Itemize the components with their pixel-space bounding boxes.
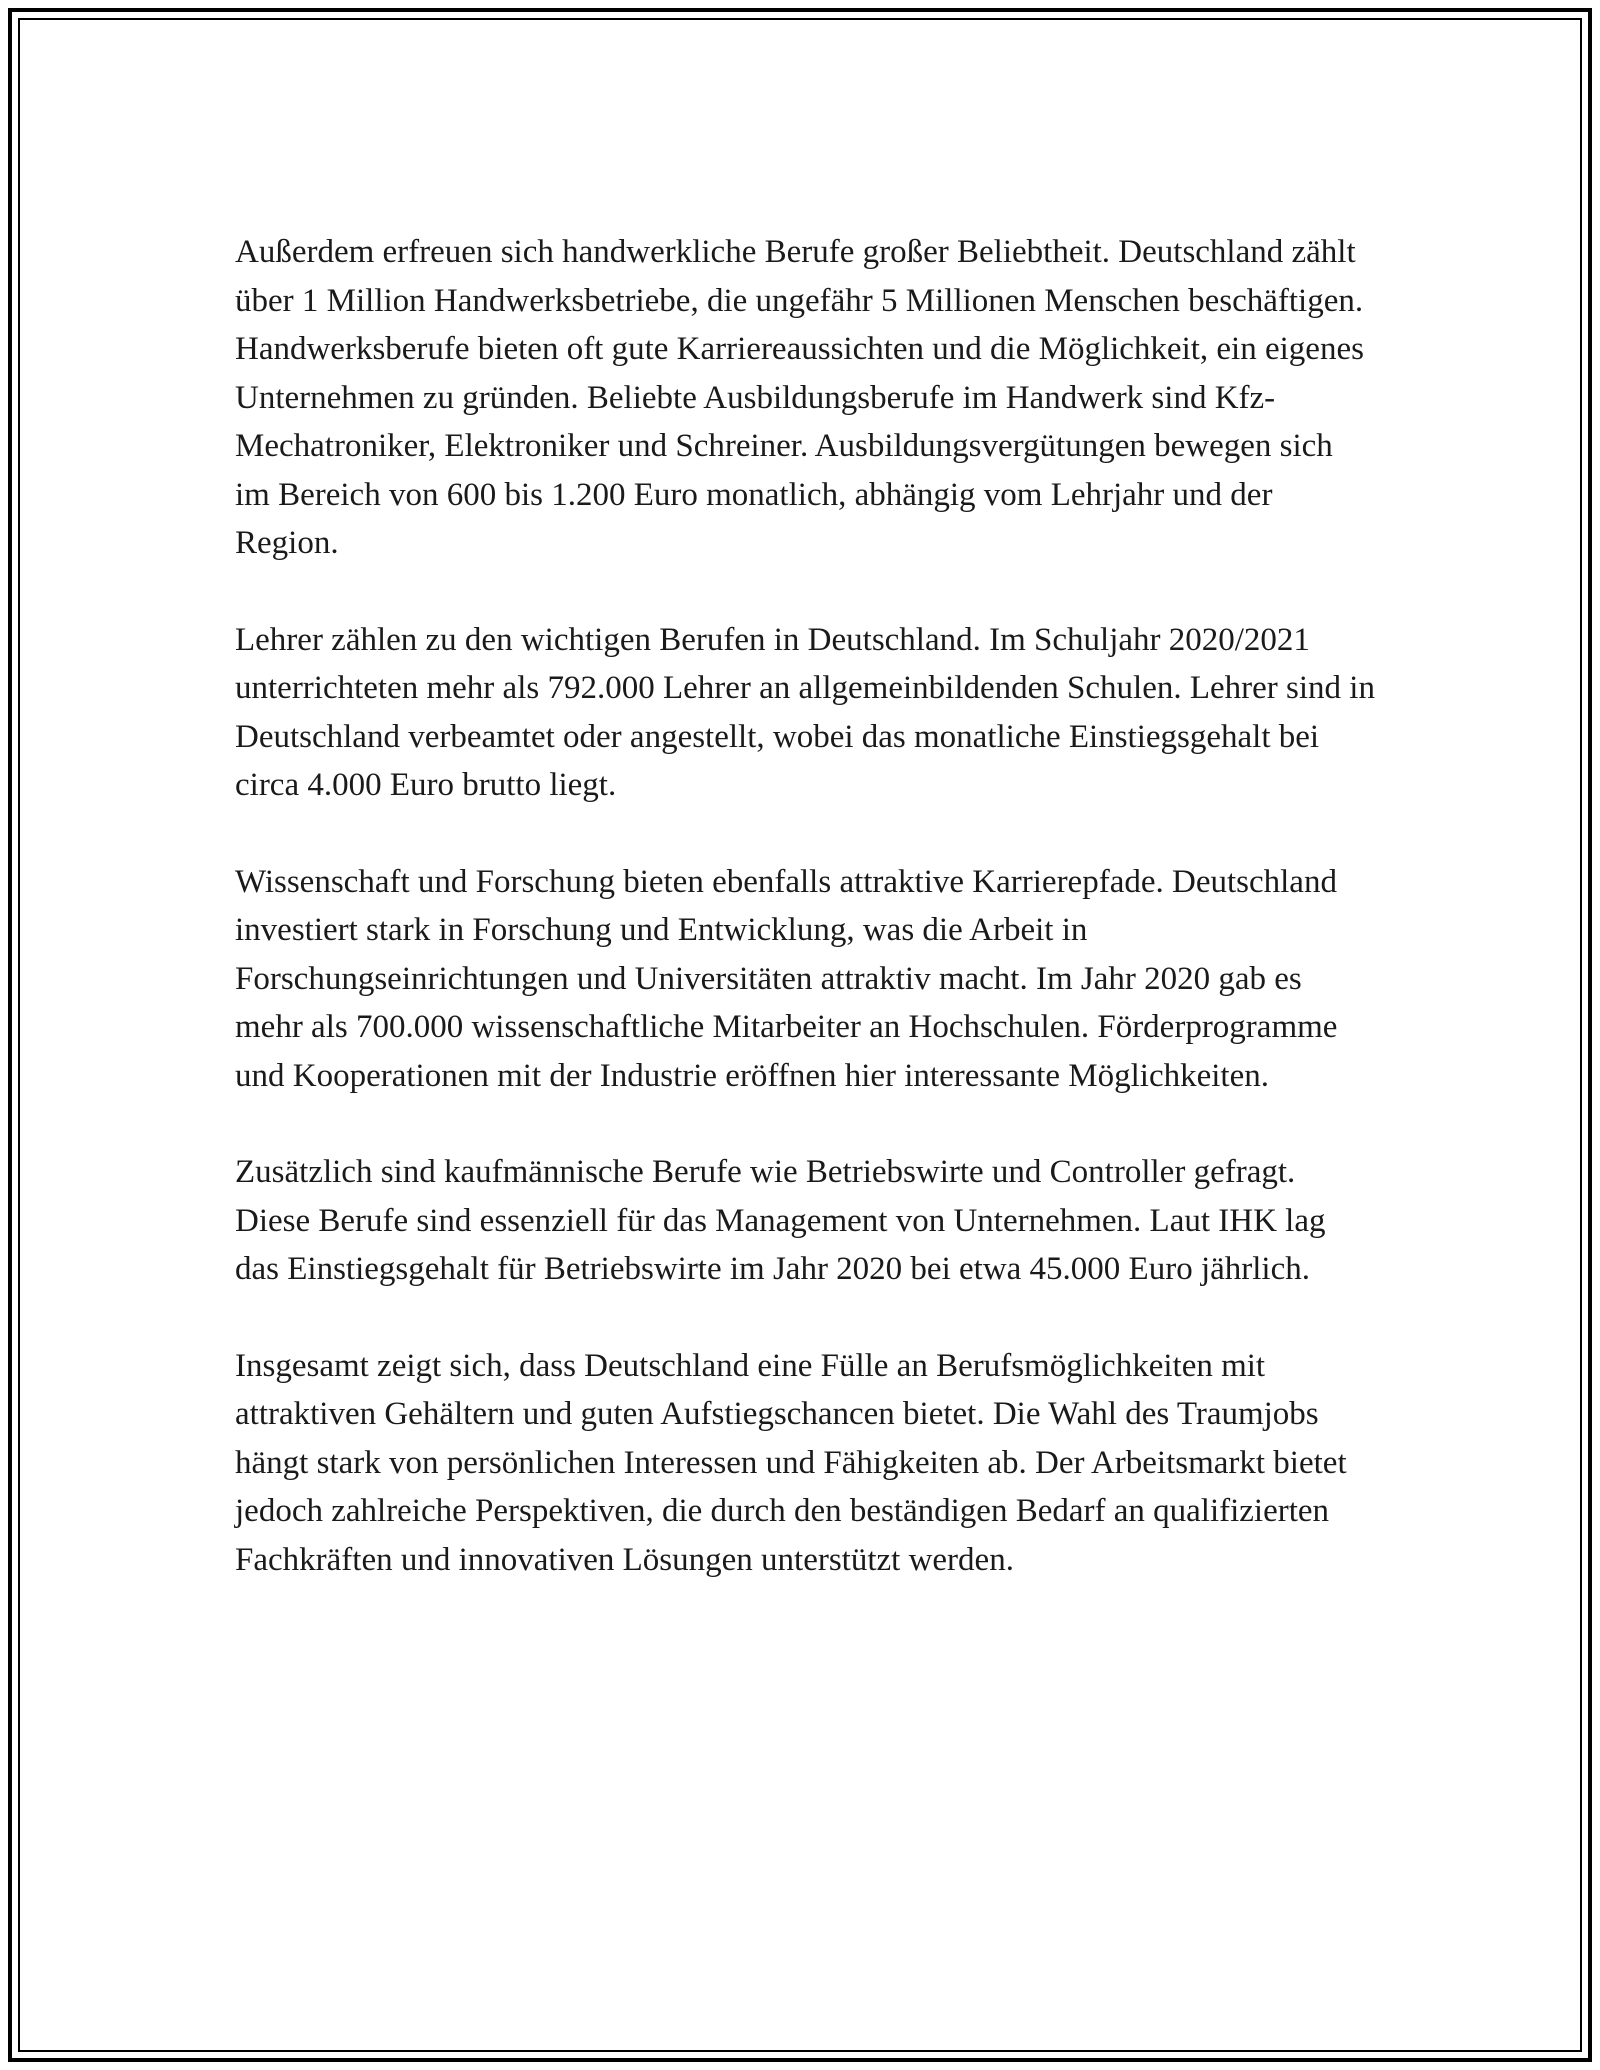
paragraph-handwerk: Außerdem erfreuen sich handwerkliche Berufe großer Beliebtheit. Deutschland zählt über 1 Million Handwerksbetriebe, die ungefähr 5 Millionen Menschen beschäftigen. Handwerksberufe bieten oft gute Karriereaussichten und die Möglichkeit, ein eigenes Unternehmen zu gründen. Beliebte Ausbildungsberufe im Handwerk sind Kfz-Mechatroniker, Elektroniker und Schreiner. Ausbildungsvergütungen bewegen sich im Bereich von 600 bis 1.200 Euro monatlich, abhängig vom Lehrjahr und der Region. [235, 234, 1364, 561]
document-body [235, 228, 1375, 1632]
paragraph-kaufmaennisch: Zusätzlich sind kaufmännische Berufe wie Betriebswirte und Controller gefragt. Diese Berufe sind essenziell für das Management von Unternehmen. Laut IHK lag das Einstiegsgehalt für Betriebswirte im Jahr 2020 bei etwa 45.000 Euro jährlich. [235, 1154, 1326, 1287]
paragraph-fazit: Insgesamt zeigt sich, dass Deutschland eine Fülle an Berufsmöglichkeiten mit attraktiven Gehältern und guten Aufstiegschancen bietet. Die Wahl des Traumjobs hängt stark von persönlichen Interessen und Fähigkeiten ab. Der Arbeitsmarkt bietet jedoch zahlreiche Perspektiven, die durch den beständigen Bedarf an qualifizierten Fachkräften und innovativen Lösungen unterstützt werden. [235, 1347, 1347, 1578]
paragraph-lehrer: Lehrer zählen zu den wichtigen Berufen in Deutschland. Im Schuljahr 2020/2021 unterrichteten mehr als 792.000 Lehrer an allgemeinbildenden Schulen. Lehrer sind in Deutschland verbeamtet oder angestellt, wobei das monatliche Einstiegsgehalt bei circa 4.000 Euro brutto liegt. [235, 621, 1375, 803]
paragraph-wissenschaft: Wissenschaft und Forschung bieten ebenfalls attraktive Karrierepfade. Deutschland investiert stark in Forschung und Entwicklung, was die Arbeit in Forschungseinrichtungen und Universitäten attraktiv macht. Im Jahr 2020 gab es mehr als 700.000 wissenschaftliche Mitarbeiter an Hochschulen. Förderprogramme und Kooperationen mit der Industrie eröffnen hier interessante Möglichkeiten. [235, 863, 1338, 1094]
